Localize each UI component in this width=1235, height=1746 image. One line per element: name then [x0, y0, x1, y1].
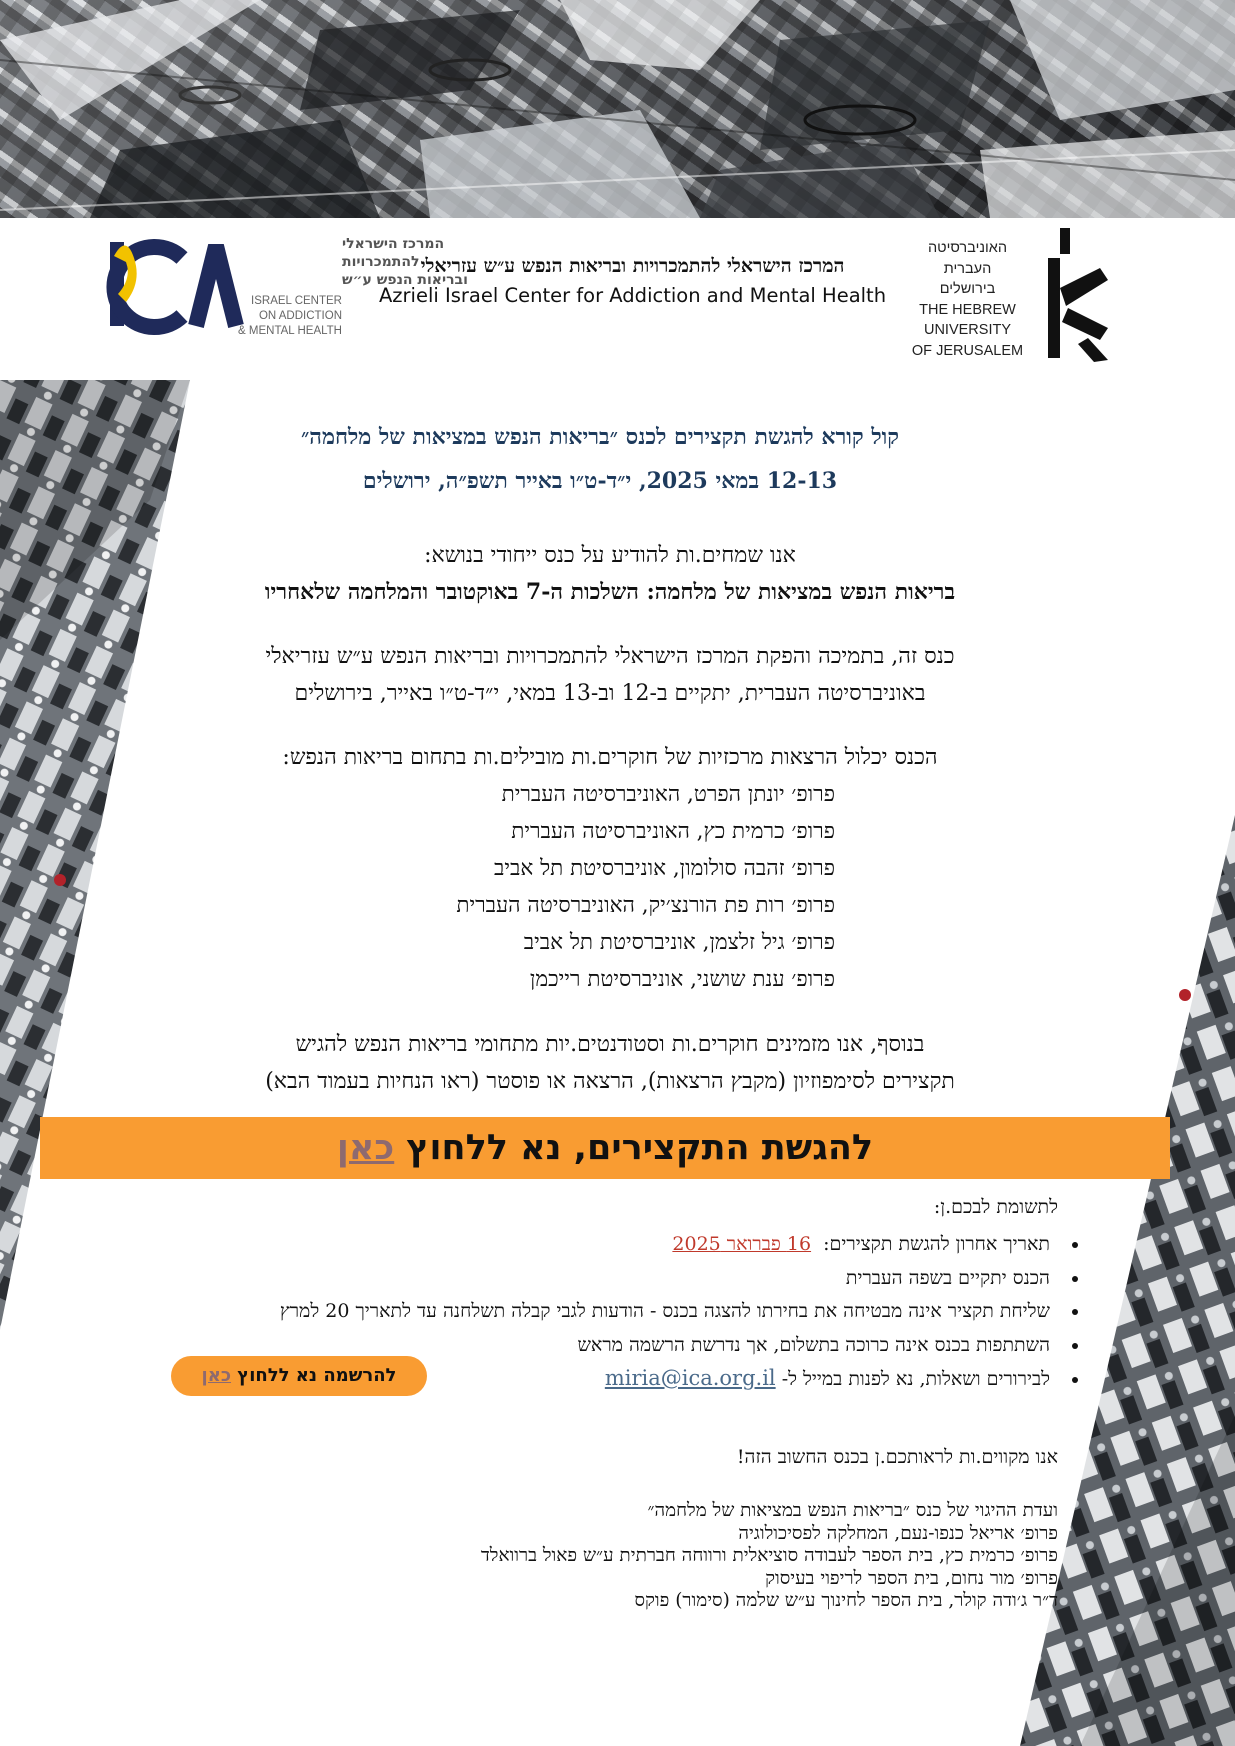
- huji-line-1: האוניברסיטה: [927, 240, 1008, 256]
- huji-line-5: UNIVERSITY: [923, 322, 1011, 338]
- conference-theme: בריאות הנפש במציאות של מלחמה: השלכות ה-7 באוקטובר והמלחמה שלאחריו: [264, 579, 956, 605]
- speaker-item: פרופ׳ רות פת הורנצ׳יק, האוניברסיטה העברית: [456, 893, 835, 918]
- ica-logo-text-he-2: להתמכרויות: [342, 254, 420, 270]
- headline-title: קול קורא להגשת תקצירים לכנס ״בריאות הנפש במציאות של מלחמה״: [300, 424, 900, 450]
- speaker-item: פרופ׳ גיל זלצמן, אוניברסיטת תל אביב: [523, 930, 835, 955]
- committee-member: פרופ׳ מור נחום, בית הספר לריפוי בעיסוק: [765, 1567, 1058, 1589]
- huji-line-4: THE HEBREW: [919, 301, 1016, 318]
- attention-label: לתשומת לבכם.ן:: [933, 1196, 1058, 1218]
- header-banner-image: [0, 0, 1235, 218]
- banner-decoration: [0, 0, 1235, 218]
- register-button-text: להרשמה נא ללחוץ: [237, 1365, 397, 1386]
- questions-text: לבירורים ושאלות, נא לפנות במייל ל-: [781, 1368, 1050, 1390]
- register-link[interactable]: כאן: [201, 1365, 232, 1386]
- speaker-item: פרופ׳ זהבה סולומון, אוניברסיטת תל אביב: [493, 856, 835, 881]
- submit-abstracts-link[interactable]: כאן: [336, 1128, 395, 1168]
- ica-logo-mark: [104, 228, 468, 354]
- huji-line-6: OF JERUSALEM: [911, 342, 1024, 359]
- deadline-label: תאריך אחרון להגשת תקצירים:: [823, 1233, 1050, 1255]
- huji-line-3: בירושלים: [939, 281, 996, 297]
- huji-emblem-icon: [1038, 228, 1113, 363]
- ica-logo: [104, 228, 468, 354]
- deadline-value: 16 פברואר 2025: [672, 1233, 812, 1255]
- committee-title: ועדת ההיגוי של כנס ״בריאות הנפש במציאות של מלחמה״: [647, 1500, 1058, 1521]
- bullet-deadline: [200, 1228, 1060, 1262]
- submit-abstracts-banner: [40, 1117, 1170, 1179]
- ica-logo-text-en-3: & MENTAL HEALTH: [238, 325, 342, 337]
- speaker-item: פרופ׳ ענת שושני, אוניברסיטת רייכמן: [529, 967, 835, 992]
- ica-logo-text-en-2: ON ADDICTION: [258, 310, 342, 322]
- ica-logo-text-en-1: ISRAEL CENTER: [251, 295, 342, 307]
- speaker-item: פרופ׳ יונתן הפרט, האוניברסיטה העברית: [501, 782, 835, 807]
- center-name-en: Azrieli Israel Center for Addiction and Mental Health: [378, 284, 887, 307]
- huji-logo-text: [910, 238, 1025, 361]
- invite-line-2: תקצירים לסימפוזיון (מקבץ הרצאות), הרצאה או פוסטר (ראו הנחיות בעמוד הבא): [265, 1069, 955, 1094]
- support-line-1: כנס זה, בתמיכה והפקת המרכז הישראלי להתמכרויות ובריאות הנפש ע״ש עזריאלי: [265, 644, 955, 669]
- submit-abstracts-text: להגשת התקצירים, נא ללחוץ: [406, 1128, 874, 1168]
- speakers-list: [200, 776, 835, 998]
- bullet-registration: • השתתפות בכנס אינה כרוכה בתשלום, אך נדרשת הרשמה מראש: [200, 1329, 1060, 1363]
- committee-member: פרופ׳ אריאל כנפו-נעם, המחלקה לפסיכולוגיה: [738, 1522, 1058, 1544]
- bullet-language: • הכנס יתקיים בשפה העברית: [200, 1262, 1060, 1296]
- support-line-2: באוניברסיטה העברית, יתקיים ב-12 וב-13 במאי, י״ד-ט״ו באייר, בירושלים: [294, 681, 926, 706]
- ica-logo-text-he-1: המרכז הישראלי: [342, 236, 445, 252]
- speakers-intro: הכנס יכלול הרצאות מרכזיות של חוקרים.ות מובילים.ות בתחום בריאות הנפש:: [282, 745, 938, 770]
- invite-line-1: בנוסף, אנו מזמינים חוקרים.ות וסטודנטים.יות מתחומי בריאות הנפש להגיש: [295, 1032, 925, 1057]
- center-name-he: המרכז הישראלי להתמכרויות ובריאות הנפש ע״ש עזריאלי: [420, 255, 845, 277]
- headline-date: 12-13 במאי 2025, י״ד-ט״ו באייר תשפ״ה, ירושלים: [362, 468, 838, 494]
- steering-committee: [198, 1500, 1058, 1613]
- committee-member: פרופ׳ כרמית כץ, בית הספר לעבודה סוציאלית ורווחה חברתית ע״ש פאול ברוואלד: [480, 1545, 1058, 1566]
- huji-logo: [910, 228, 1115, 368]
- left-decorative-strip: [0, 380, 190, 1330]
- huji-line-2: העברית: [943, 260, 992, 277]
- closing-line: אנו מקווים.ות לראותכם.ן בכנס החשוב הזה!: [736, 1446, 1058, 1468]
- center-name-block: [345, 255, 920, 307]
- contact-email-link[interactable]: miria@ica.org.il: [604, 1366, 776, 1390]
- ica-logo-text-he-3: ובריאות הנפש ע״ש: [342, 272, 468, 288]
- register-button[interactable]: [171, 1356, 427, 1396]
- submit-abstracts-text-wrap: [337, 1117, 873, 1179]
- bullet-acceptance: • שליחת תקציר אינה מבטיחה את בחירתו להצגה בכנס - הודעות לגבי קבלה תשלחנה עד לתאריך 20 למרץ: [200, 1295, 1060, 1329]
- speaker-item: פרופ׳ כרמית כץ, האוניברסיטה העברית: [511, 819, 835, 844]
- intro-line: אנו שמחים.ות להודיע על כנס ייחודי בנושא:: [424, 543, 796, 568]
- committee-member: ד״ר ג׳ודה קולר, בית הספר לחינוך ע״ש שלמה (סימור) פוקס: [634, 1590, 1058, 1611]
